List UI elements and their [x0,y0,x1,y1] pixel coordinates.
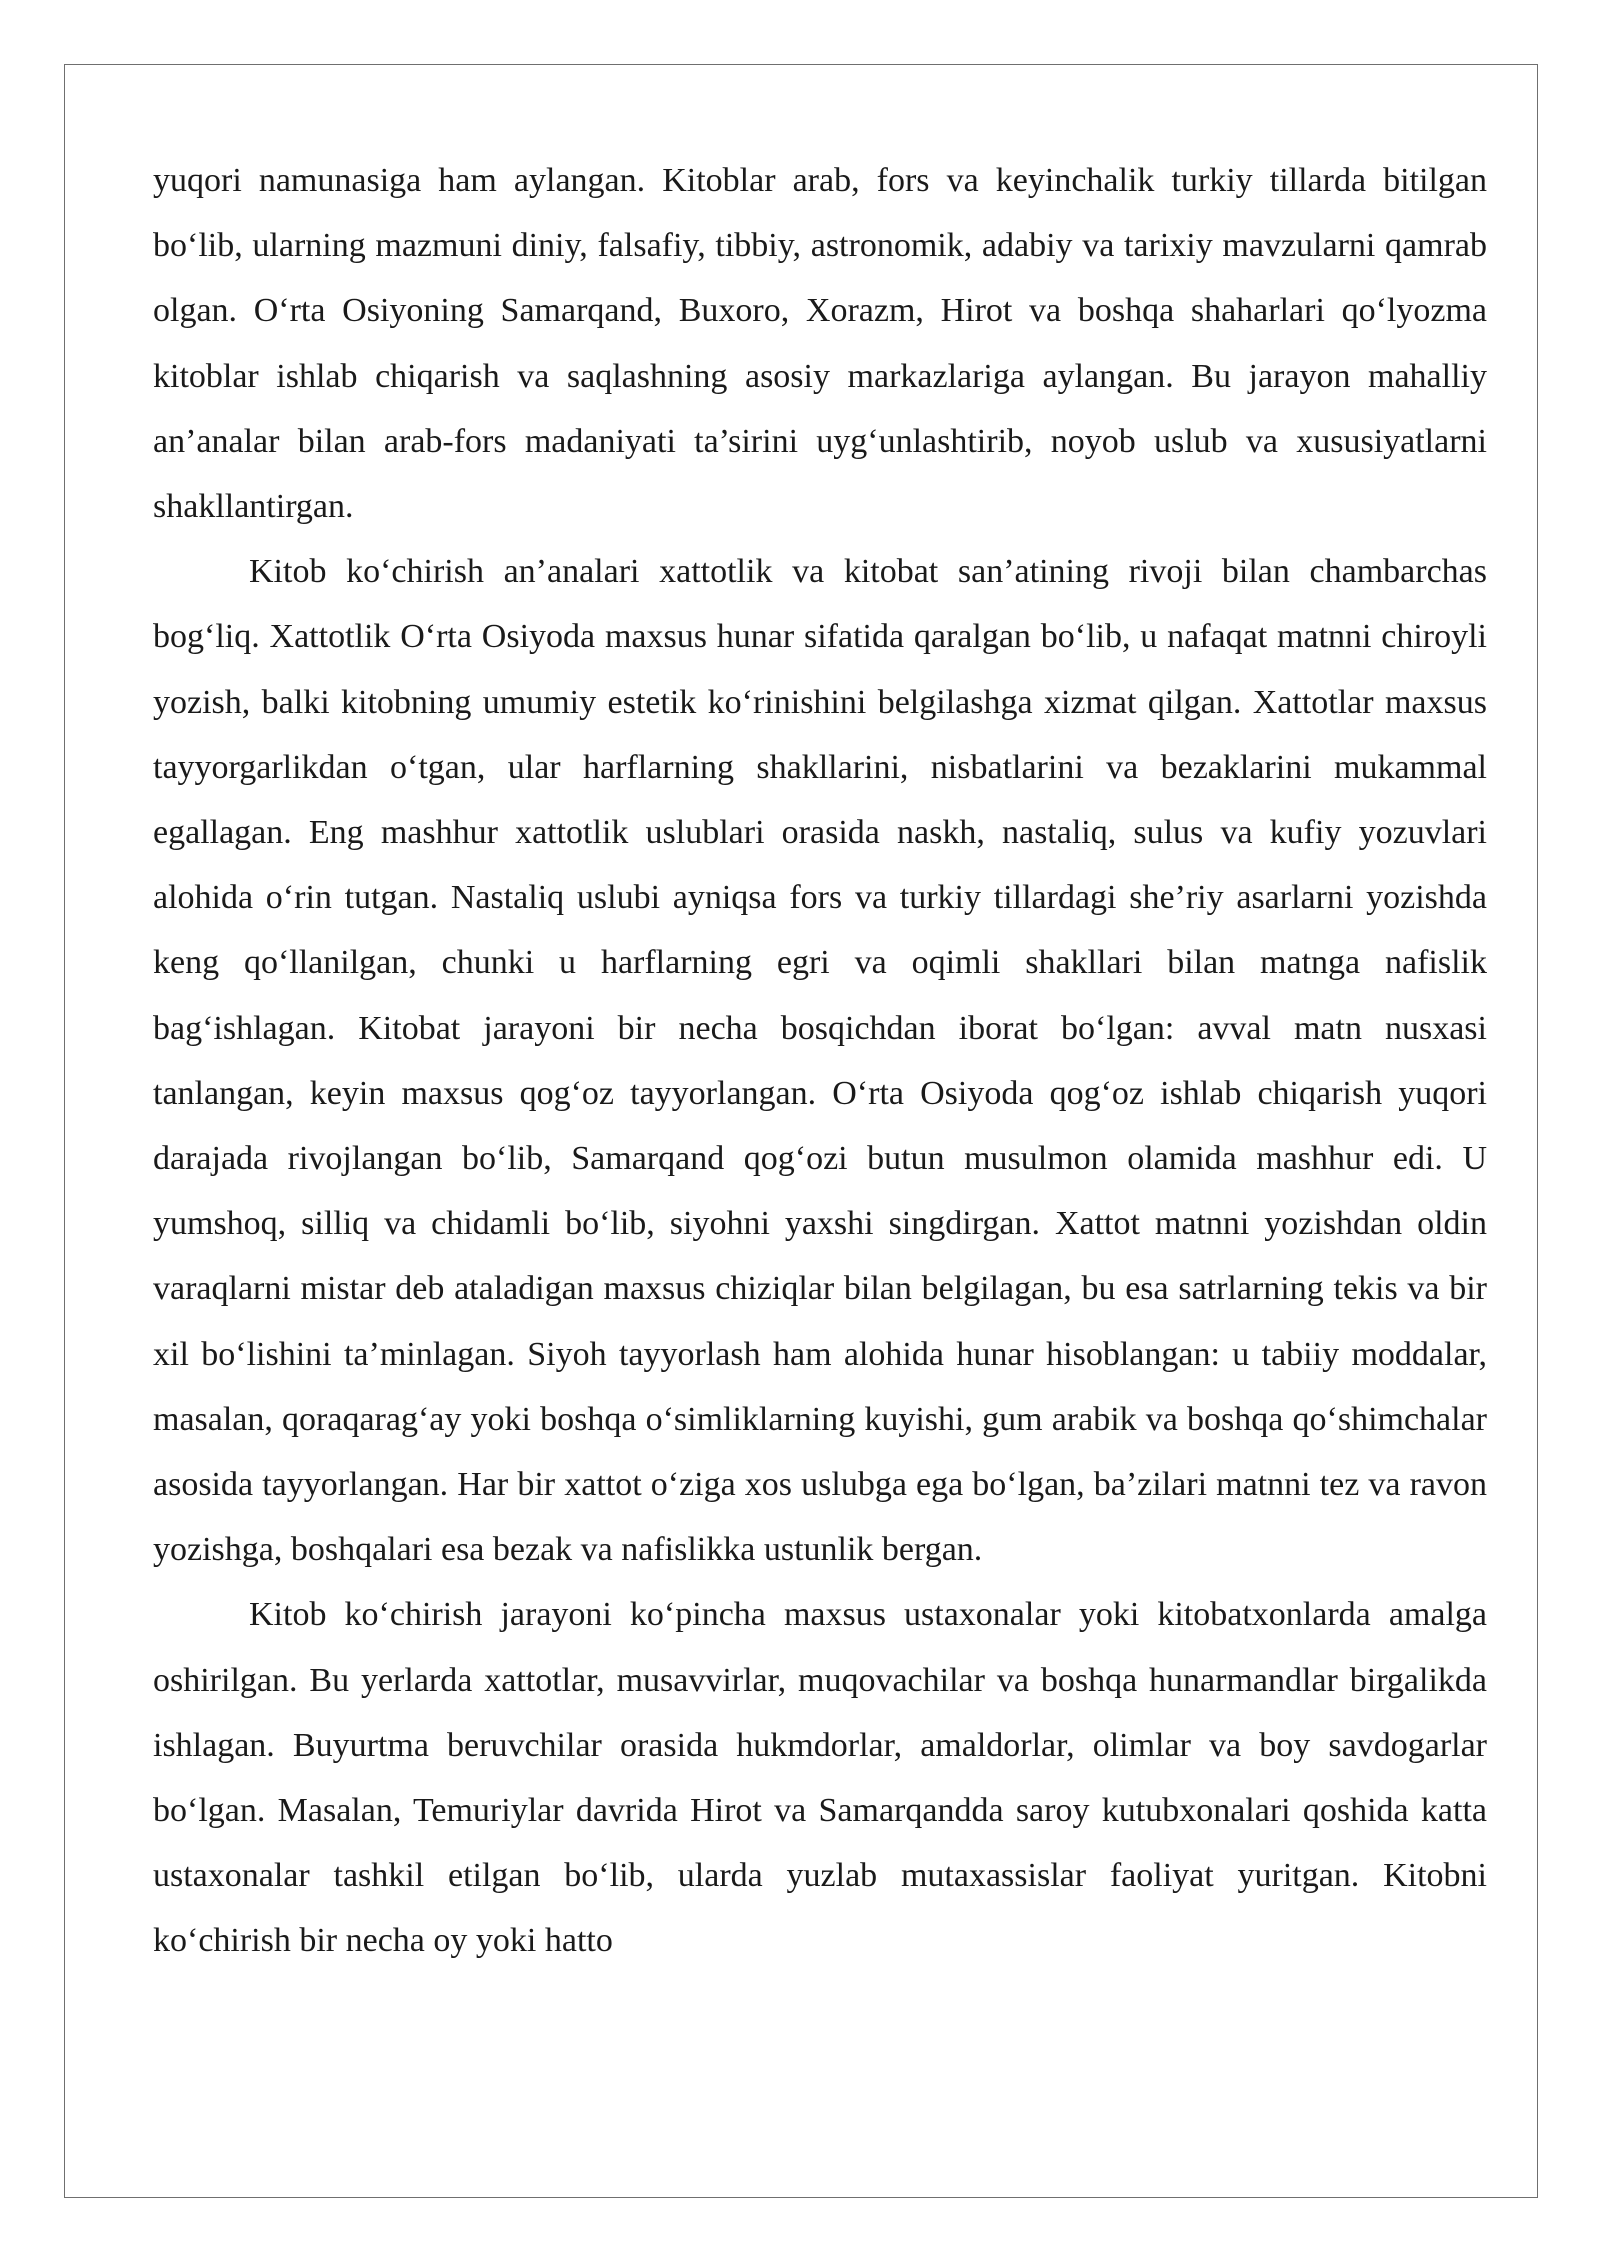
paragraph-2: Kitob ko‘chirish an’analari xattotlik va kitobat san’atining rivoji bilan chambarchas bog‘liq. Xattotlik O‘rta Osiyoda maxsus hunar sifatida qaralgan bo‘lib, u nafaqat matnni chiroyli yozish, balki kitobning umumiy estetik ko‘rinishini belgilashga xizmat qilgan. Xattotlar maxsus tayyorgarlikdan o‘tgan, ular harflarning shakllarini, nisbatlarini va bezaklarini mukammal egallagan. Eng mashhur xattotlik uslublari orasida naskh, nastaliq, sulus va kufiy yozuvlari alohida o‘rin tutgan. Nastaliq uslubi ayniqsa fors va turkiy tillardagi she’riy asarlarni yozishda keng qo‘llanilgan, chunki u harflarning egri va oqimli shakllari bilan matnga nafislik bag‘ishlagan. Kitobat jarayoni bir necha bosqichdan iborat bo‘lgan: avval matn nusxasi tanlangan, keyin maxsus qog‘oz tayyorlangan. O‘rta Osiyoda qog‘oz ishlab chiqarish yuqori darajada rivojlangan bo‘lib, Samarqand qog‘ozi butun musulmon olamida mashhur edi. U yumshoq, silliq va chidamli bo‘lib, siyohni yaxshi singdirgan. Xattot matnni yozishdan oldin varaqlarni mistar deb ataladigan maxsus chiziqlar bilan belgilagan, bu esa satrlarning tekis va bir xil bo‘lishini ta’minlagan. Siyoh tayyorlash ham alohida hunar hisoblangan: u tabiiy moddalar, masalan, qoraqarag‘ay yoki boshqa o‘simliklarning kuyishi, gum arabik va boshqa qo‘shimchalar asosida tayyorlangan. Har bir xattot o‘ziga xos uslubga ega bo‘lgan, ba’zilari matnni tez va ravon yozishga, boshqalari esa bezak va nafislikka ustunlik bergan. [153,553,1487,1569]
paragraph-1: yuqori namunasiga ham aylangan. Kitoblar arab, fors va keyinchalik turkiy tillarda bitilgan bo‘lib, ularning mazmuni diniy, falsafiy, tibbiy, astronomik, adabiy va tarixiy mavzularni qamrab olgan. O‘rta Osiyoning Samarqand, Buxoro, Xorazm, Hirot va boshqa shaharlari qo‘lyozma kitoblar ishlab chiqarish va saqlashning asosiy markazlariga aylangan. Bu jarayon mahalliy an’analar bilan arab-fors madaniyati ta’sirini uyg‘unlashtirib, noyob uslub va xususiyatlarni shakllantirgan. [153,162,1487,526]
document-body [153,148,1487,1974]
paragraph-3: Kitob ko‘chirish jarayoni ko‘pincha maxsus ustaxonalar yoki kitobatxonlarda amalga oshirilgan. Bu yerlarda xattotlar, musavvirlar, muqovachilar va boshqa hunarmandlar birgalikda ishlagan. Buyurtma beruvchilar orasida hukmdorlar, amaldorlar, olimlar va boy savdogarlar bo‘lgan. Masalan, Temuriylar davrida Hirot va Samarqandda saroy kutubxonalari qoshida katta ustaxonalar tashkil etilgan bo‘lib, ularda yuzlab mutaxassislar faoliyat yuritgan. Kitobni ko‘chirish bir necha oy yoki hatto [153,1596,1487,1960]
